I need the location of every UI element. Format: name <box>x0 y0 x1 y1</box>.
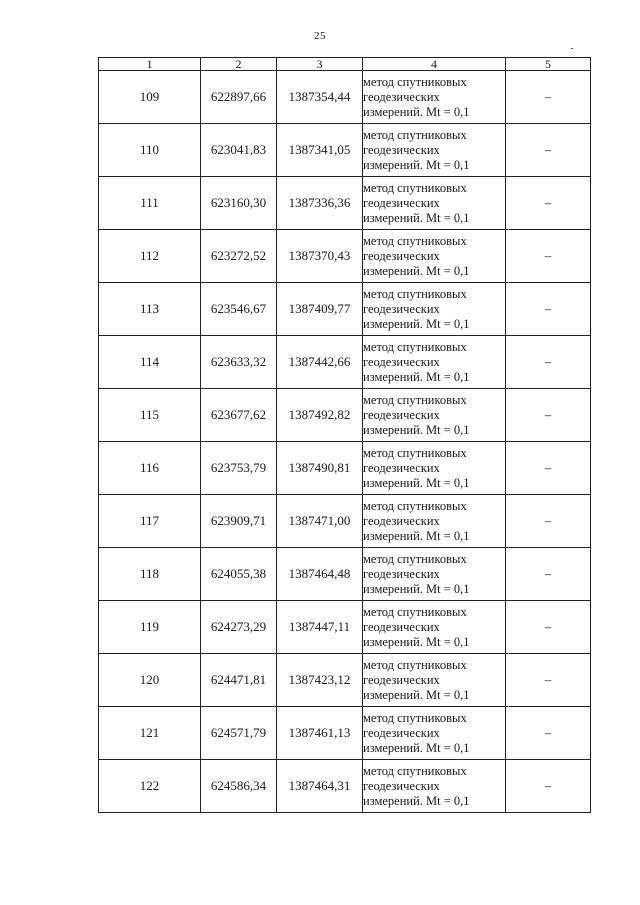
method-line: измерений. Mt = 0,1 <box>363 634 470 649</box>
note-cell: – <box>506 707 591 760</box>
method-line: геодезических <box>363 460 440 475</box>
note-cell: – <box>506 230 591 283</box>
method-cell <box>363 601 506 654</box>
method-line: измерений. Mt = 0,1 <box>363 740 470 755</box>
table-row <box>99 548 591 601</box>
method-line: метод спутниковых <box>363 604 467 619</box>
method-line: метод спутниковых <box>363 339 467 354</box>
method-line: метод спутниковых <box>363 74 467 89</box>
y-coordinate-cell: 1387341,05 <box>277 124 363 177</box>
point-number-cell: 116 <box>99 442 201 495</box>
point-number-cell: 112 <box>99 230 201 283</box>
method-line: геодезических <box>363 725 440 740</box>
note-cell: – <box>506 389 591 442</box>
y-coordinate-cell: 1387409,77 <box>277 283 363 336</box>
table-row <box>99 230 591 283</box>
method-line: измерений. Mt = 0,1 <box>363 422 470 437</box>
method-cell <box>363 707 506 760</box>
y-coordinate-cell: 1387461,13 <box>277 707 363 760</box>
point-number-cell: 113 <box>99 283 201 336</box>
x-coordinate-cell: 623041,83 <box>201 124 277 177</box>
y-coordinate-cell: 1387354,44 <box>277 71 363 124</box>
x-coordinate-cell: 623546,67 <box>201 283 277 336</box>
method-line: геодезических <box>363 566 440 581</box>
method-line: геодезических <box>363 672 440 687</box>
point-number-cell: 111 <box>99 177 201 230</box>
method-line: геодезических <box>363 248 440 263</box>
y-coordinate-cell: 1387464,48 <box>277 548 363 601</box>
x-coordinate-cell: 623909,71 <box>201 495 277 548</box>
method-line: метод спутниковых <box>363 498 467 513</box>
header-col-1: 1 <box>99 58 201 71</box>
method-line: геодезических <box>363 195 440 210</box>
x-coordinate-cell: 624571,79 <box>201 707 277 760</box>
note-cell: – <box>506 495 591 548</box>
y-coordinate-cell: 1387423,12 <box>277 654 363 707</box>
coordinates-table <box>98 57 591 813</box>
point-number-cell: 118 <box>99 548 201 601</box>
method-line: измерений. Mt = 0,1 <box>363 369 470 384</box>
header-col-3: 3 <box>277 58 363 71</box>
method-line: измерений. Mt = 0,1 <box>363 263 470 278</box>
table-row <box>99 389 591 442</box>
method-line: метод спутниковых <box>363 180 467 195</box>
header-col-5: 5 <box>506 58 591 71</box>
note-cell: – <box>506 654 591 707</box>
note-cell: – <box>506 336 591 389</box>
method-line: измерений. Mt = 0,1 <box>363 793 470 808</box>
method-cell <box>363 442 506 495</box>
method-line: геодезических <box>363 619 440 634</box>
method-line: метод спутниковых <box>363 127 467 142</box>
method-line: измерений. Mt = 0,1 <box>363 475 470 490</box>
note-cell: – <box>506 760 591 813</box>
method-line: метод спутниковых <box>363 445 467 460</box>
note-cell: – <box>506 124 591 177</box>
header-row <box>99 58 591 71</box>
method-line: измерений. Mt = 0,1 <box>363 316 470 331</box>
note-cell: – <box>506 71 591 124</box>
method-line: геодезических <box>363 142 440 157</box>
y-coordinate-cell: 1387370,43 <box>277 230 363 283</box>
method-cell <box>363 760 506 813</box>
point-number-cell: 114 <box>99 336 201 389</box>
point-number-cell: 121 <box>99 707 201 760</box>
y-coordinate-cell: 1387490,81 <box>277 442 363 495</box>
method-line: метод спутниковых <box>363 551 467 566</box>
method-line: геодезических <box>363 407 440 422</box>
x-coordinate-cell: 624471,81 <box>201 654 277 707</box>
method-cell <box>363 336 506 389</box>
method-line: геодезических <box>363 89 440 104</box>
method-cell <box>363 177 506 230</box>
point-number-cell: 117 <box>99 495 201 548</box>
table-body <box>99 71 591 813</box>
point-number-cell: 122 <box>99 760 201 813</box>
table-row <box>99 124 591 177</box>
method-line: метод спутниковых <box>363 392 467 407</box>
method-cell <box>363 230 506 283</box>
method-cell <box>363 71 506 124</box>
method-line: метод спутниковых <box>363 233 467 248</box>
table-row <box>99 336 591 389</box>
method-cell <box>363 283 506 336</box>
method-line: измерений. Mt = 0,1 <box>363 581 470 596</box>
x-coordinate-cell: 623633,32 <box>201 336 277 389</box>
method-cell <box>363 495 506 548</box>
page-number: 25 <box>314 30 326 42</box>
table-row <box>99 177 591 230</box>
x-coordinate-cell: 623677,62 <box>201 389 277 442</box>
y-coordinate-cell: 1387447,11 <box>277 601 363 654</box>
table-row <box>99 283 591 336</box>
method-line: геодезических <box>363 778 440 793</box>
method-line: измерений. Mt = 0,1 <box>363 687 470 702</box>
method-cell <box>363 548 506 601</box>
method-line: метод спутниковых <box>363 286 467 301</box>
y-coordinate-cell: 1387471,00 <box>277 495 363 548</box>
point-number-cell: 115 <box>99 389 201 442</box>
note-cell: – <box>506 601 591 654</box>
note-cell: – <box>506 442 591 495</box>
y-coordinate-cell: 1387492,82 <box>277 389 363 442</box>
x-coordinate-cell: 624273,29 <box>201 601 277 654</box>
x-coordinate-cell: 624586,34 <box>201 760 277 813</box>
header-col-2: 2 <box>201 58 277 71</box>
method-line: измерений. Mt = 0,1 <box>363 210 470 225</box>
method-cell <box>363 654 506 707</box>
method-line: геодезических <box>363 354 440 369</box>
method-line: метод спутниковых <box>363 763 467 778</box>
table-row <box>99 654 591 707</box>
point-number-cell: 120 <box>99 654 201 707</box>
table-row <box>99 495 591 548</box>
scan-speck <box>571 48 573 49</box>
x-coordinate-cell: 622897,66 <box>201 71 277 124</box>
y-coordinate-cell: 1387442,66 <box>277 336 363 389</box>
note-cell: – <box>506 177 591 230</box>
table-row <box>99 442 591 495</box>
method-line: измерений. Mt = 0,1 <box>363 157 470 172</box>
x-coordinate-cell: 623160,30 <box>201 177 277 230</box>
method-cell <box>363 389 506 442</box>
method-line: измерений. Mt = 0,1 <box>363 528 470 543</box>
y-coordinate-cell: 1387464,31 <box>277 760 363 813</box>
note-cell: – <box>506 548 591 601</box>
x-coordinate-cell: 623753,79 <box>201 442 277 495</box>
point-number-cell: 119 <box>99 601 201 654</box>
header-col-4: 4 <box>363 58 506 71</box>
table-row <box>99 760 591 813</box>
table-row <box>99 707 591 760</box>
method-line: метод спутниковых <box>363 657 467 672</box>
note-cell: – <box>506 283 591 336</box>
method-line: метод спутниковых <box>363 710 467 725</box>
method-cell <box>363 124 506 177</box>
method-line: измерений. Mt = 0,1 <box>363 104 470 119</box>
y-coordinate-cell: 1387336,36 <box>277 177 363 230</box>
table-row <box>99 601 591 654</box>
point-number-cell: 109 <box>99 71 201 124</box>
x-coordinate-cell: 623272,52 <box>201 230 277 283</box>
point-number-cell: 110 <box>99 124 201 177</box>
method-line: геодезических <box>363 301 440 316</box>
x-coordinate-cell: 624055,38 <box>201 548 277 601</box>
method-line: геодезических <box>363 513 440 528</box>
table-row <box>99 71 591 124</box>
